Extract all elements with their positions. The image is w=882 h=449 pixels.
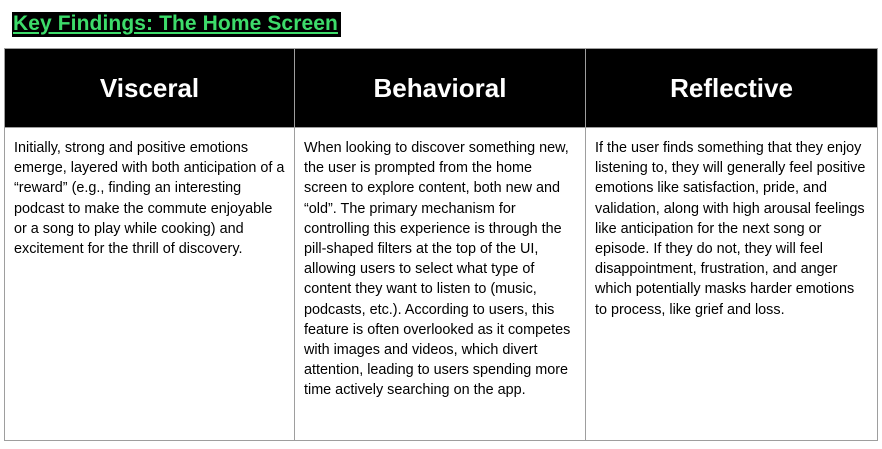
cell-visceral: Initially, strong and positive emotions emerge, layered with both anticipation of a “reward” (e.g., finding an interesting podcast to make the commute enjoyable or a song to play while cooking) and excitement for the thrill of discovery. — [5, 128, 295, 441]
findings-table — [4, 48, 878, 441]
table-header-row — [5, 49, 878, 128]
header-reflective: Reflective — [586, 49, 878, 128]
table-row — [5, 128, 878, 441]
title-highlight — [12, 12, 341, 37]
page-title: Key Findings: The Home Screen — [13, 12, 338, 35]
cell-behavioral: When looking to discover something new, the user is prompted from the home screen to explore content, both new and “old”. The primary mechanism for controlling this experience is through the pill-shaped filters at the top of the UI, allowing users to select what type of content they want to listen to (music, podcasts, etc.). According to users, this feature is often overlooked as it competes with images and videos, which divert attention, leading to users spending more time actively searching on the app. — [295, 128, 586, 441]
header-behavioral: Behavioral — [295, 49, 586, 128]
header-visceral: Visceral — [5, 49, 295, 128]
cell-reflective: If the user finds something that they enjoy listening to, they will generally feel positive emotions like satisfaction, pride, and validation, along with high arousal feelings like anticipation for the next song or episode. If they do not, they will feel disappointment, frustration, and anger which potentially masks harder emotions to process, like grief and loss. — [586, 128, 878, 441]
